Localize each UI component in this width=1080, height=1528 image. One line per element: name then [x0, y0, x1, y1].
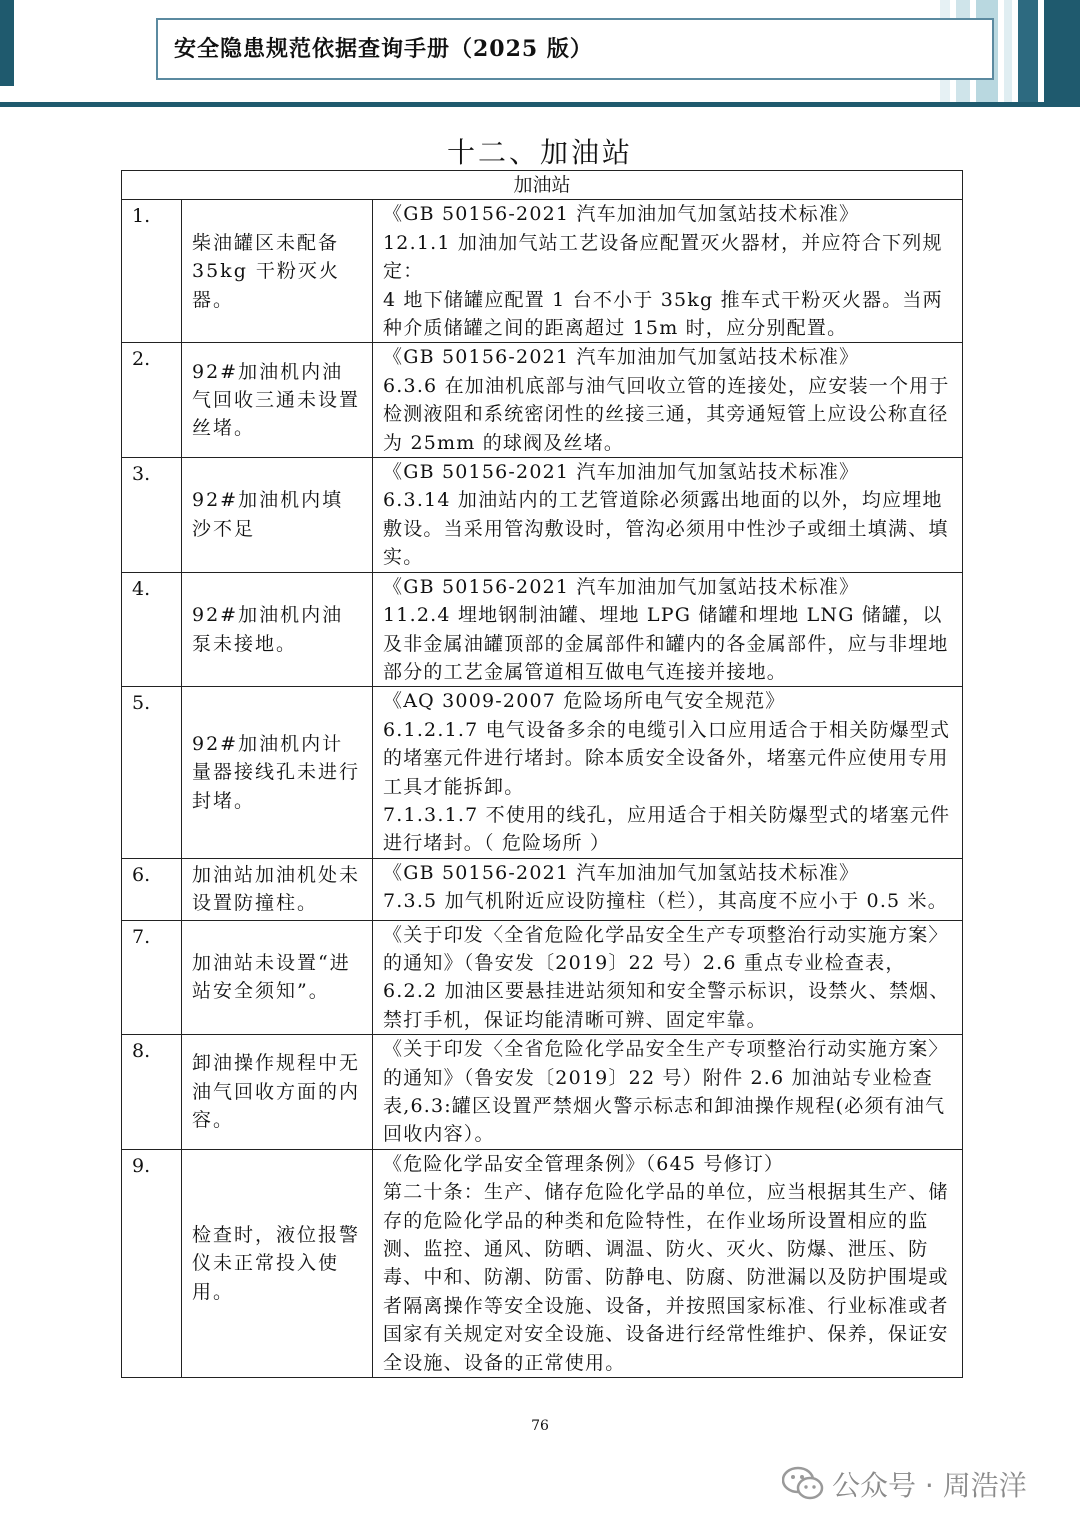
basis-paragraph: 《关于印发〈全省危险化学品安全生产专项整治行动实施方案〉的通知》（鲁安发〔2019〕22 号）2.6 重点专业检查表，6.2.2 加油区要悬挂进站须知和安全警示标识，设禁火、禁烟、禁打手机，保证均能清晰可辨、固定牢靠。: [383, 923, 950, 1031]
basis-paragraph: 6.3.6 在加油机底部与油气回收立管的连接处，应安装一个用于检测液阻和系统密闭性的丝接三通，其旁通短管上应设公称直径为 25mm 的球阀及丝堵。: [383, 374, 950, 454]
table-row: [122, 858, 963, 920]
regulation-basis: [373, 343, 963, 458]
hazard-description: 检查时，液位报警仪未正常投入使用。: [182, 1149, 373, 1377]
basis-paragraph: 《AQ 3009-2007 危险场所电气安全规范》: [383, 690, 786, 713]
table-row: [122, 458, 963, 573]
watermark-text: 公众号 · 周浩洋: [832, 1469, 1027, 1502]
basis-paragraph: 《GB 50156-2021 汽车加油加气加氢站技术标准》: [383, 861, 860, 884]
row-number: 7.: [122, 920, 182, 1035]
basis-paragraph: 7.1.3.1.7 不使用的线孔，应用适合于相关防爆型式的堵塞元件进行堵封。（ 危险场所 ）: [383, 803, 951, 855]
regulation-basis: [373, 572, 963, 687]
regulation-basis: [373, 687, 963, 858]
hazard-description: 加油站加油机处未设置防撞柱。: [182, 858, 373, 920]
basis-paragraph: 6.3.14 加油站内的工艺管道除必须露出地面的以外，均应埋地敷设。当采用管沟敷设时，管沟必须用中性沙子或细土填满、填实。: [383, 489, 949, 569]
regulation-basis: [373, 1035, 963, 1150]
regulation-basis: [373, 200, 963, 343]
basis-paragraph: 6.1.2.1.7 电气设备多余的电缆引入口应用适合于相关防爆型式的堵塞元件进行堵封。除本质安全设备外，堵塞元件应使用专用工具才能拆卸。: [383, 718, 951, 798]
row-number: 3.: [122, 458, 182, 573]
basis-paragraph: 7.3.5 加气机附近应设防撞柱（栏），其高度不应小于 0.5 米。: [383, 890, 948, 913]
basis-paragraph: 《危险化学品安全管理条例》（645 号修订）: [383, 1152, 785, 1175]
basis-paragraph: 4 地下储罐应配置 1 台不小于 35kg 推车式干粉灭火器。当两种介质储罐之间的距离超过 15m 时，应分别配置。: [383, 288, 943, 340]
row-number: 8.: [122, 1035, 182, 1150]
page-number: 76: [531, 1418, 549, 1434]
header-rule: [0, 102, 1080, 107]
row-number: 1.: [122, 200, 182, 343]
header-left-bar: [0, 0, 14, 86]
header-title-box: [156, 18, 994, 80]
table-row: [122, 920, 963, 1035]
hazard-description: 92#加油机内油气回收三通未设置丝堵。: [182, 343, 373, 458]
basis-paragraph: 12.1.1 加油加气站工艺设备应配置灭火器材，并应符合下列规定：: [383, 231, 943, 283]
hazard-description: 柴油罐区未配备35kg 干粉灭火器。: [182, 200, 373, 343]
basis-paragraph: 《GB 50156-2021 汽车加油加气加氢站技术标准》: [383, 575, 860, 598]
basis-paragraph: 《关于印发〈全省危险化学品安全生产专项整治行动实施方案〉的通知》（鲁安发〔2019〕22 号）附件 2.6 加油站专业检查表,6.3:罐区设置严禁烟火警示标志和卸油操作规程(必须有油气回收内容）。: [383, 1038, 949, 1146]
regulation-basis: [373, 858, 963, 920]
table-row: [122, 343, 963, 458]
row-number: 5.: [122, 687, 182, 858]
table-row: [122, 1149, 963, 1377]
row-number: 2.: [122, 343, 182, 458]
hazard-table: [121, 170, 963, 1378]
basis-paragraph: 第二十条：生产、储存危险化学品的单位，应当根据其生产、储存的危险化学品的种类和危险特性，在作业场所设置相应的监测、监控、通风、防晒、调温、防火、灭火、防爆、泄压、防毒、中和、防潮、防雷、防静电、防腐、防泄漏以及防护围堤或者隔离操作等安全设施、设备，并按照国家标准、行业标准或者国家有关规定对安全设施、设备进行经常性维护、保养，保证安全设施、设备的正常使用。: [383, 1181, 949, 1374]
row-number: 6.: [122, 858, 182, 920]
hazard-description: 92#加油机内填沙不足: [182, 458, 373, 573]
section-title: 十二、加油站: [446, 136, 633, 169]
hazard-description: 92#加油机内计量器接线孔未进行封堵。: [182, 687, 373, 858]
row-number: 9.: [122, 1149, 182, 1377]
table-caption-row: [122, 171, 963, 200]
table-row: [122, 200, 963, 343]
header-title: 安全隐患规范依据查询手册（2025 版）: [174, 36, 593, 62]
table-row: [122, 687, 963, 858]
regulation-basis: [373, 1149, 963, 1377]
row-number: 4.: [122, 572, 182, 687]
table-row: [122, 1035, 963, 1150]
table-row: [122, 572, 963, 687]
table-caption: 加油站: [122, 171, 963, 200]
regulation-basis: [373, 920, 963, 1035]
basis-paragraph: 《GB 50156-2021 汽车加油加气加氢站技术标准》: [383, 346, 860, 369]
hazard-description: 92#加油机内油泵未接地。: [182, 572, 373, 687]
regulation-basis: [373, 458, 963, 573]
basis-paragraph: 11.2.4 埋地钢制油罐、埋地 LPG 储罐和埋地 LNG 储罐，以及非金属油罐顶部的金属部件和罐内的各金属部件，应与非埋地部分的工艺金属管道相互做电气连接并接地。: [383, 604, 949, 683]
hazard-description: 卸油操作规程中无油气回收方面的内容。: [182, 1035, 373, 1150]
basis-paragraph: 《GB 50156-2021 汽车加油加气加氢站技术标准》: [383, 461, 860, 484]
wechat-icon: [782, 1466, 824, 1502]
hazard-description: 加油站未设置“进站安全须知”。: [182, 920, 373, 1035]
basis-paragraph: 《GB 50156-2021 汽车加油加气加氢站技术标准》: [383, 203, 860, 226]
watermark: [782, 1464, 1027, 1504]
